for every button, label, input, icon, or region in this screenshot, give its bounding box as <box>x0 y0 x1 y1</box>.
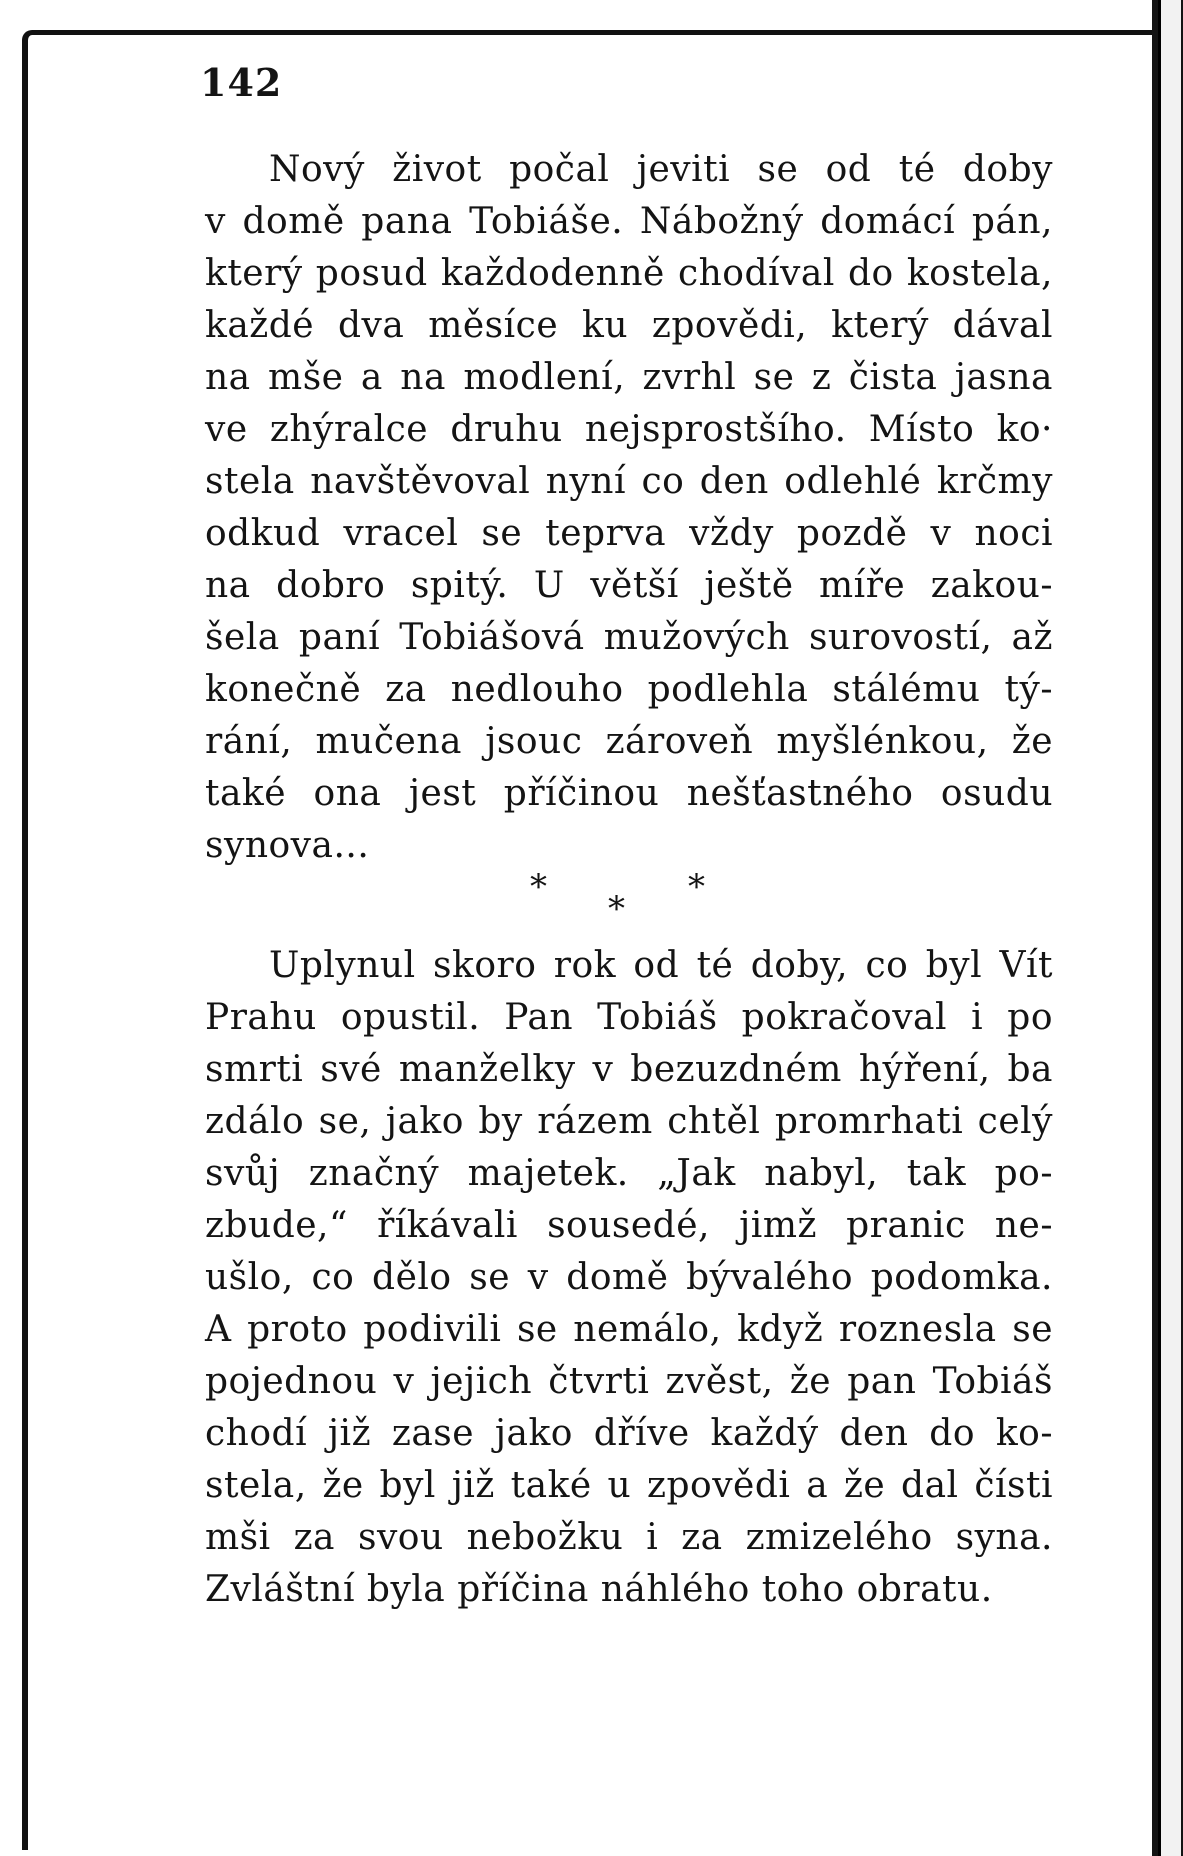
asterisk-mark: * <box>608 889 625 929</box>
text-line: ve zhýralce druhu nejsprostšího. Místo ko· <box>205 409 1053 450</box>
text-line: zbude,“ říkávali sousedé, jimž pranic ne- <box>205 1205 1053 1246</box>
text-line: na dobro spitý. U větší ještě míře zakou- <box>205 565 1053 606</box>
text-line: A proto podivili se nemálo, když roznesla se <box>205 1309 1053 1350</box>
paragraph-2 <box>205 940 1053 1616</box>
text-line: odkud vracel se teprva vždy pozdě v noci <box>205 513 1053 554</box>
text-line: Zvláštní byla příčina náhlého toho obratu. <box>205 1569 993 1610</box>
text-line: šela paní Tobiášová mužových surovostí, až <box>205 617 1053 658</box>
text-line: na mše a na modlení, zvrhl se z čista jasna <box>205 357 1053 398</box>
text-line: v domě pana Tobiáše. Nábožný domácí pán, <box>205 201 1053 242</box>
text-line: rání, mučena jsouc zároveň myšlénkou, že <box>205 721 1053 762</box>
text-line: ušlo, co dělo se v domě bývalého podomka. <box>205 1257 1053 1298</box>
text-line: svůj značný majetek. „Jak nabyl, tak po- <box>205 1153 1053 1194</box>
text-line: Uplynul skoro rok od té doby, co byl Vít <box>269 945 1053 986</box>
section-separator <box>500 862 740 929</box>
asterisk-mark: * <box>530 867 547 907</box>
text-line: také ona jest příčinou nešťastného osudu <box>205 773 1053 814</box>
text-line: smrti své manželky v bezuzdném hýření, ba <box>205 1049 1053 1090</box>
asterisk-mark: * <box>688 867 705 907</box>
text-line: Prahu opustil. Pan Tobiáš pokračoval i po <box>205 997 1053 1038</box>
text-line: konečně za nedlouho podlehla stálému tý- <box>205 669 1053 710</box>
text-line: který posud každodenně chodíval do kostela, <box>205 253 1053 294</box>
text-line: každé dva měsíce ku zpovědi, který dával <box>205 305 1053 346</box>
text-line: chodí již zase jako dříve každý den do ko- <box>205 1413 1053 1454</box>
text-line: stela, že byl již také u zpovědi a že dal čísti <box>205 1465 1053 1506</box>
text-line: stela navštěvoval nyní co den odlehlé krčmy <box>205 461 1053 502</box>
next-page-edge <box>1158 0 1181 1856</box>
text-line: zdálo se, jako by rázem chtěl promrhati celý <box>205 1101 1053 1142</box>
paragraph-1 <box>205 144 1053 872</box>
text-line: synova... <box>205 825 370 866</box>
text-line: Nový život počal jeviti se od té doby <box>269 149 1053 190</box>
text-line: mši za svou nebožku i za zmizelého syna. <box>205 1517 1053 1558</box>
page-number: 142 <box>200 60 283 105</box>
text-line: pojednou v jejich čtvrti zvěst, že pan Tobiáš <box>205 1361 1053 1402</box>
